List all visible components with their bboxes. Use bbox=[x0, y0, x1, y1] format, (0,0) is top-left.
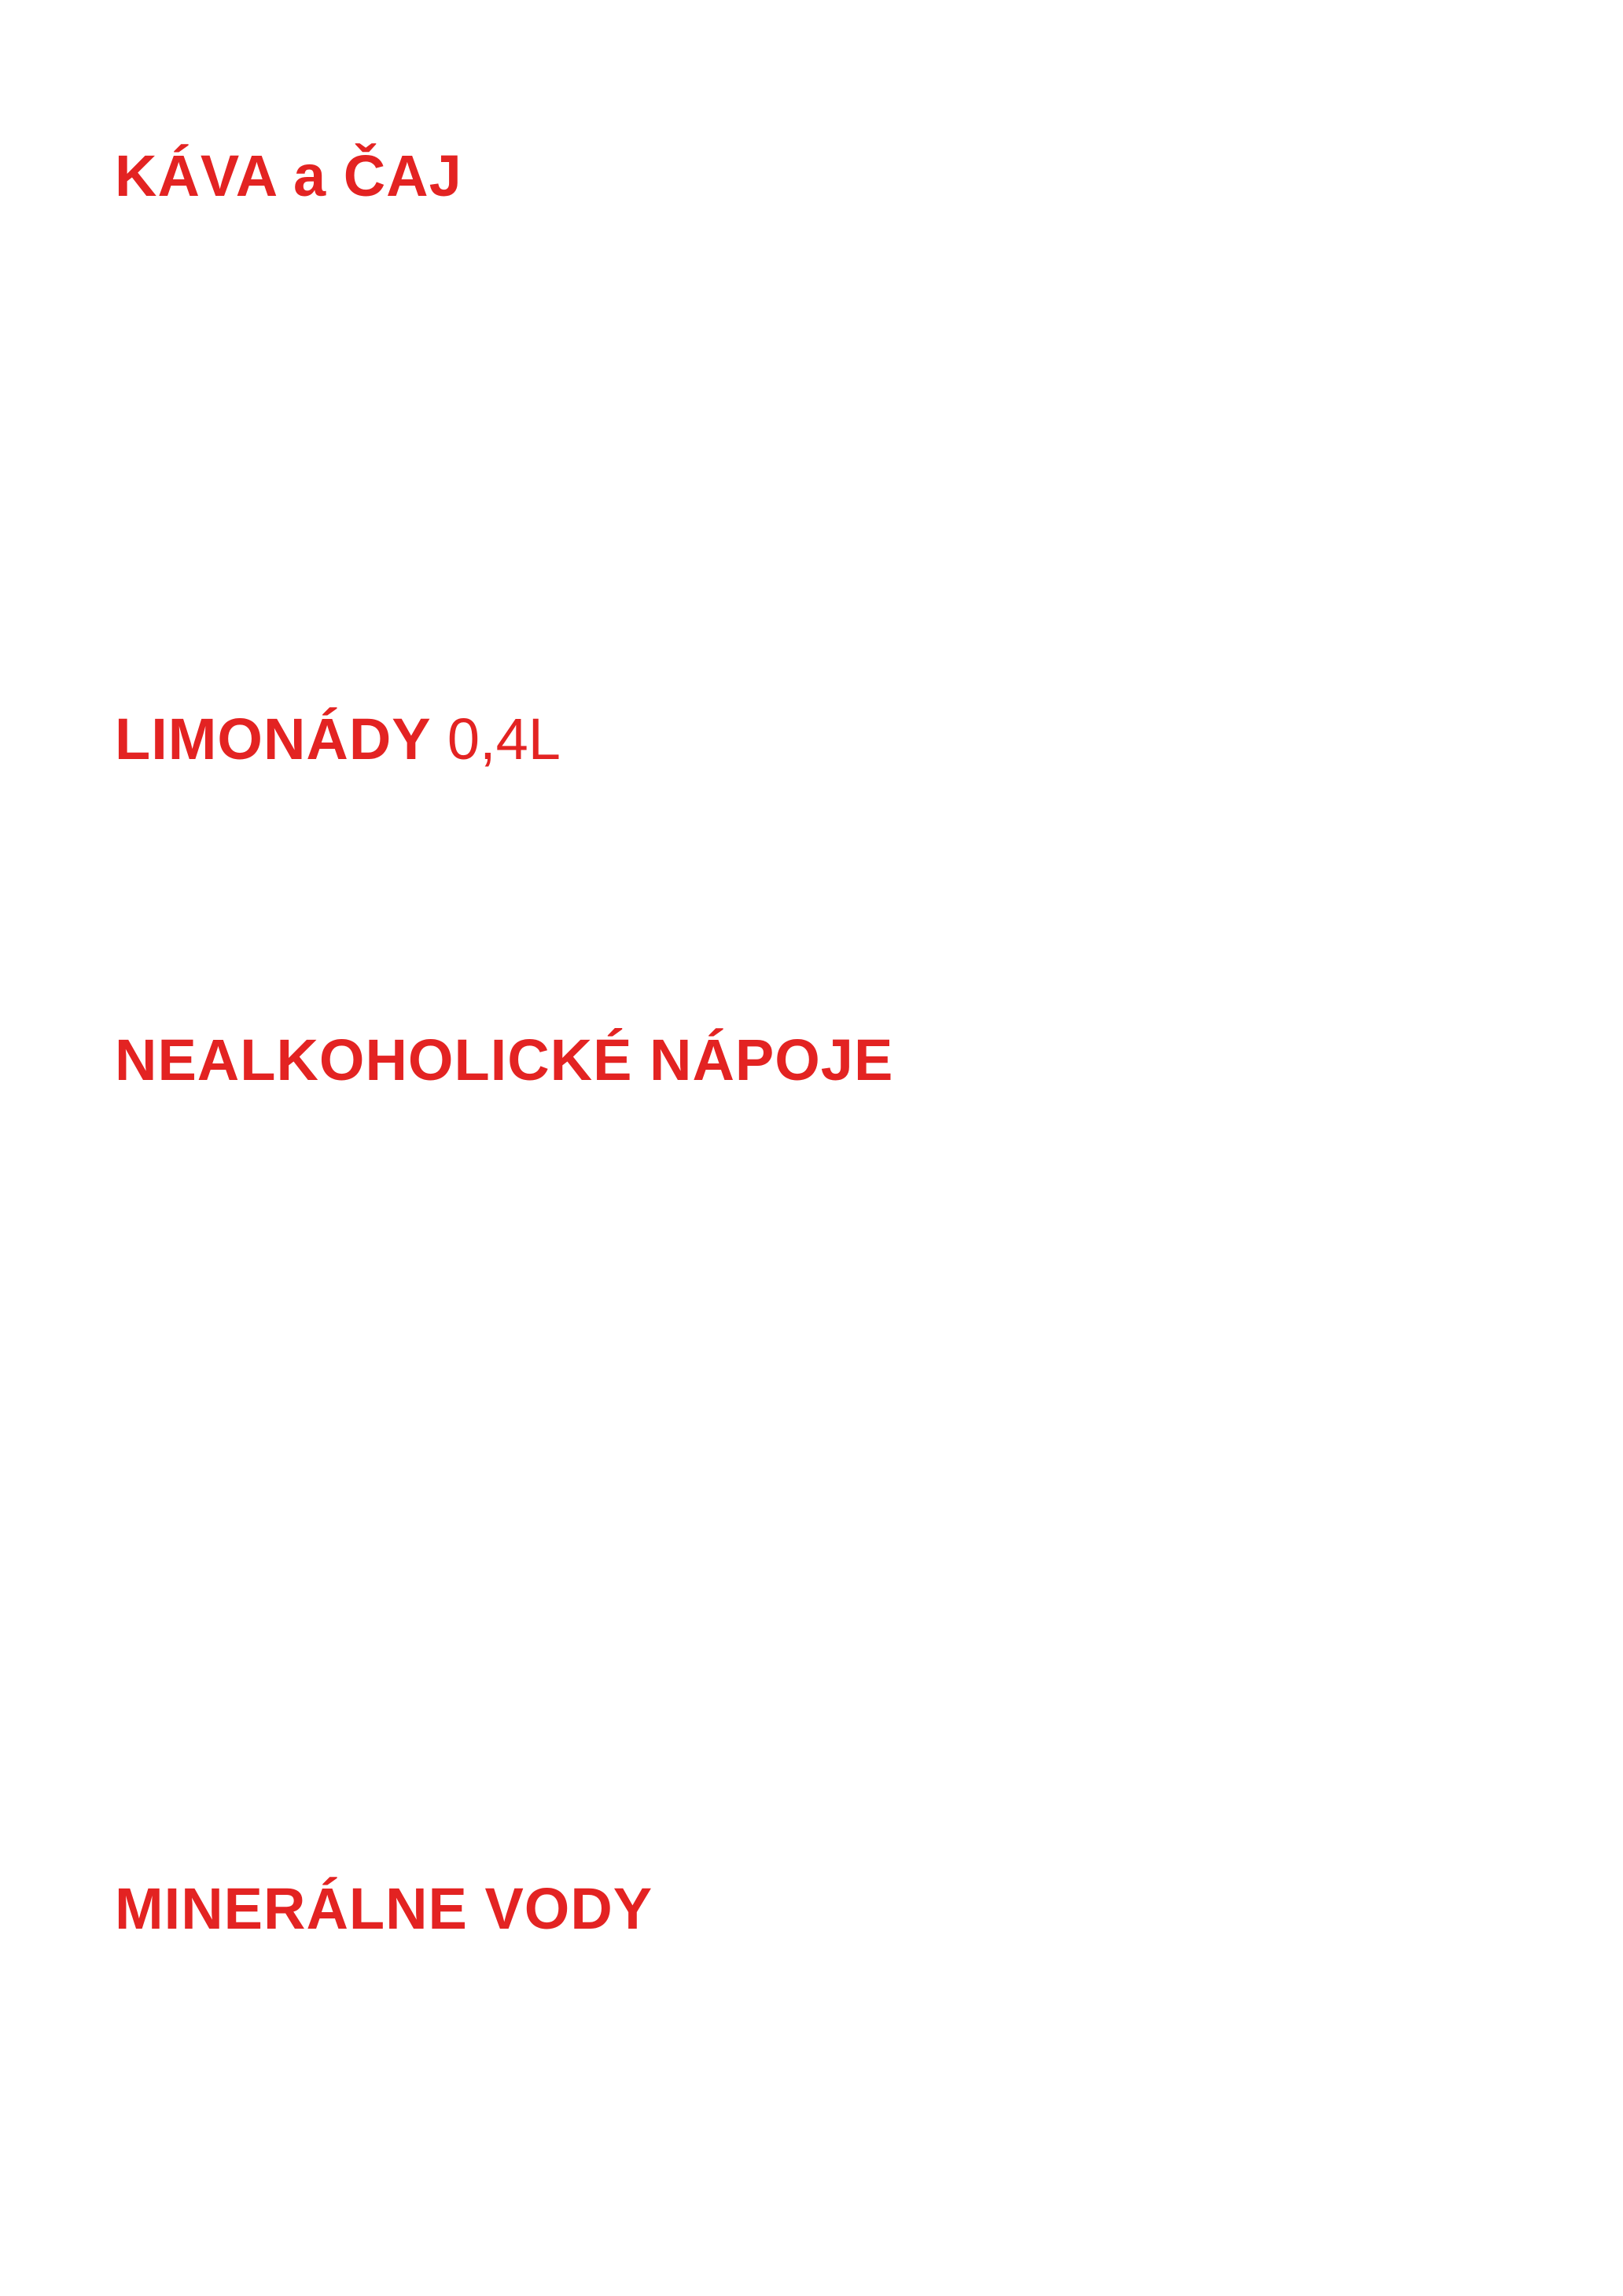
section-heading-limonady bbox=[115, 706, 561, 772]
section-heading-mineralne-vody bbox=[115, 1876, 653, 1941]
section-subtitle-volume: 0,4L bbox=[447, 706, 561, 772]
section-title: KÁVA a ČAJ bbox=[115, 143, 462, 208]
section-heading-kava-caj bbox=[115, 143, 462, 208]
section-heading-nealkoholicke-napoje bbox=[115, 1027, 894, 1093]
section-title: NEALKOHOLICKÉ NÁPOJE bbox=[115, 1027, 894, 1093]
section-title: LIMONÁDY bbox=[115, 706, 431, 772]
section-title: MINERÁLNE VODY bbox=[115, 1876, 653, 1941]
